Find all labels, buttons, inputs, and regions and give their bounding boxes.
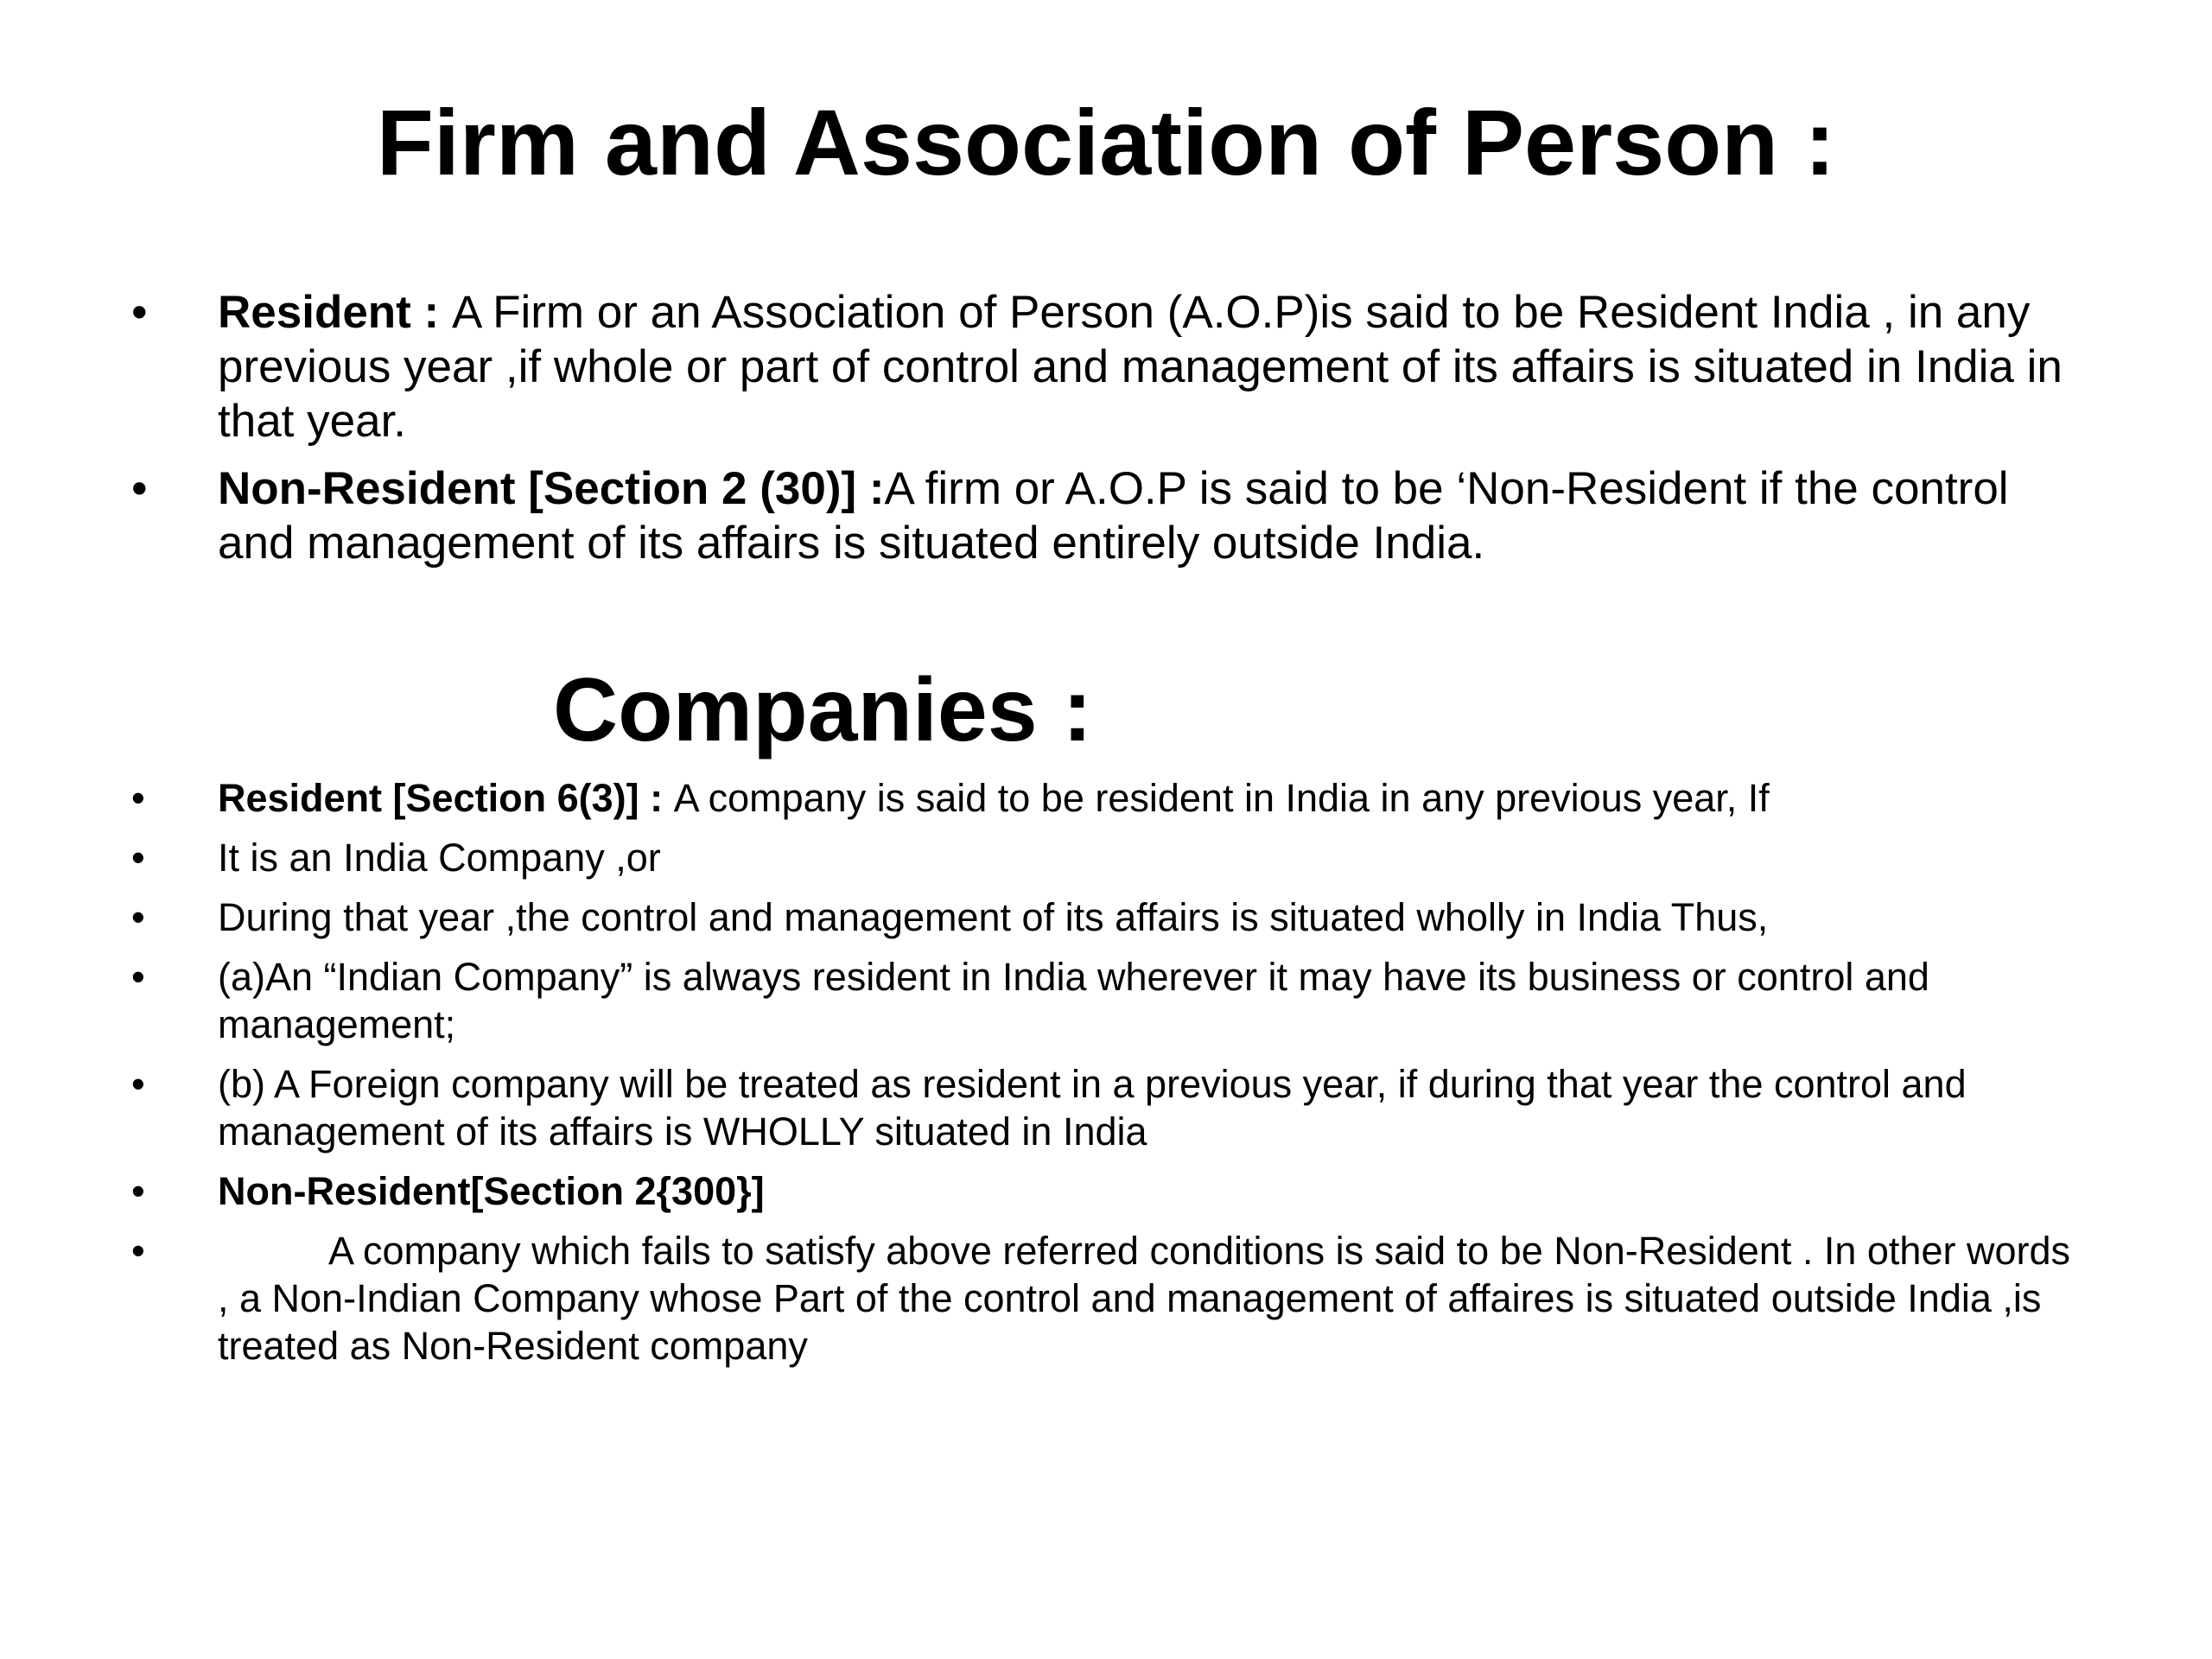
item-lead: Resident : xyxy=(218,287,452,338)
bullet-icon: • xyxy=(131,287,148,338)
bullet-icon: • xyxy=(131,895,145,939)
item-text: (a)An “Indian Company” is always resident in India wherever it may have its business or control and management; xyxy=(218,955,1929,1046)
item-text: A company is said to be resident in India in any previous year, If xyxy=(673,776,1770,820)
companies-heading: Companies : xyxy=(553,660,1093,760)
item-text: A company which fails to satisfy above referred conditions is said to be Non-Resident . In other words , a Non-Indian Company whose Part of the control and management of affaires is situated outside India ,is treated as Non-Resident company xyxy=(218,1229,2071,1368)
list-item-resident xyxy=(131,285,2075,448)
bullet-icon: • xyxy=(131,836,145,880)
bullet-icon: • xyxy=(131,1229,145,1273)
firm-aop-list xyxy=(131,285,2075,583)
bullet-icon: • xyxy=(131,1062,145,1106)
companies-list xyxy=(131,774,2075,1382)
bullet-icon: • xyxy=(131,955,145,999)
list-item xyxy=(131,1060,2075,1155)
list-item xyxy=(131,774,2075,822)
list-item xyxy=(131,893,2075,941)
list-item xyxy=(131,834,2075,881)
bullet-icon: • xyxy=(131,1169,145,1213)
item-text: A Firm or an Association of Person (A.O.P)is said to be Resident India , in any previous year ,if whole or part of control and management of its affairs is situated in India in that year. xyxy=(218,287,2063,447)
item-text: During that year ,the control and management of its affairs is situated wholly in India Thus, xyxy=(218,895,1769,939)
list-item-non-resident xyxy=(131,461,2075,570)
bullet-icon: • xyxy=(131,463,148,514)
list-item xyxy=(131,953,2075,1048)
list-item xyxy=(131,1167,2075,1215)
slide-title: Firm and Association of Person : xyxy=(376,90,1836,194)
item-lead: Non-Resident[Section 2{300}] xyxy=(218,1169,765,1213)
item-text: A firm or A.O.P is said to be ‘Non-Resident if the control and management of its affairs is situated entirely outside India. xyxy=(218,463,2009,569)
list-item xyxy=(131,1227,2075,1370)
item-lead: Non-Resident [Section 2 (30)] : xyxy=(218,463,885,514)
item-text: (b) A Foreign company will be treated as resident in a previous year, if during that year the control and management of its affairs is WHOLLY situated in India xyxy=(218,1062,1967,1154)
item-text: It is an India Company ,or xyxy=(218,836,661,880)
bullet-icon: • xyxy=(131,776,145,820)
item-lead: Resident [Section 6(3)] : xyxy=(218,776,674,820)
